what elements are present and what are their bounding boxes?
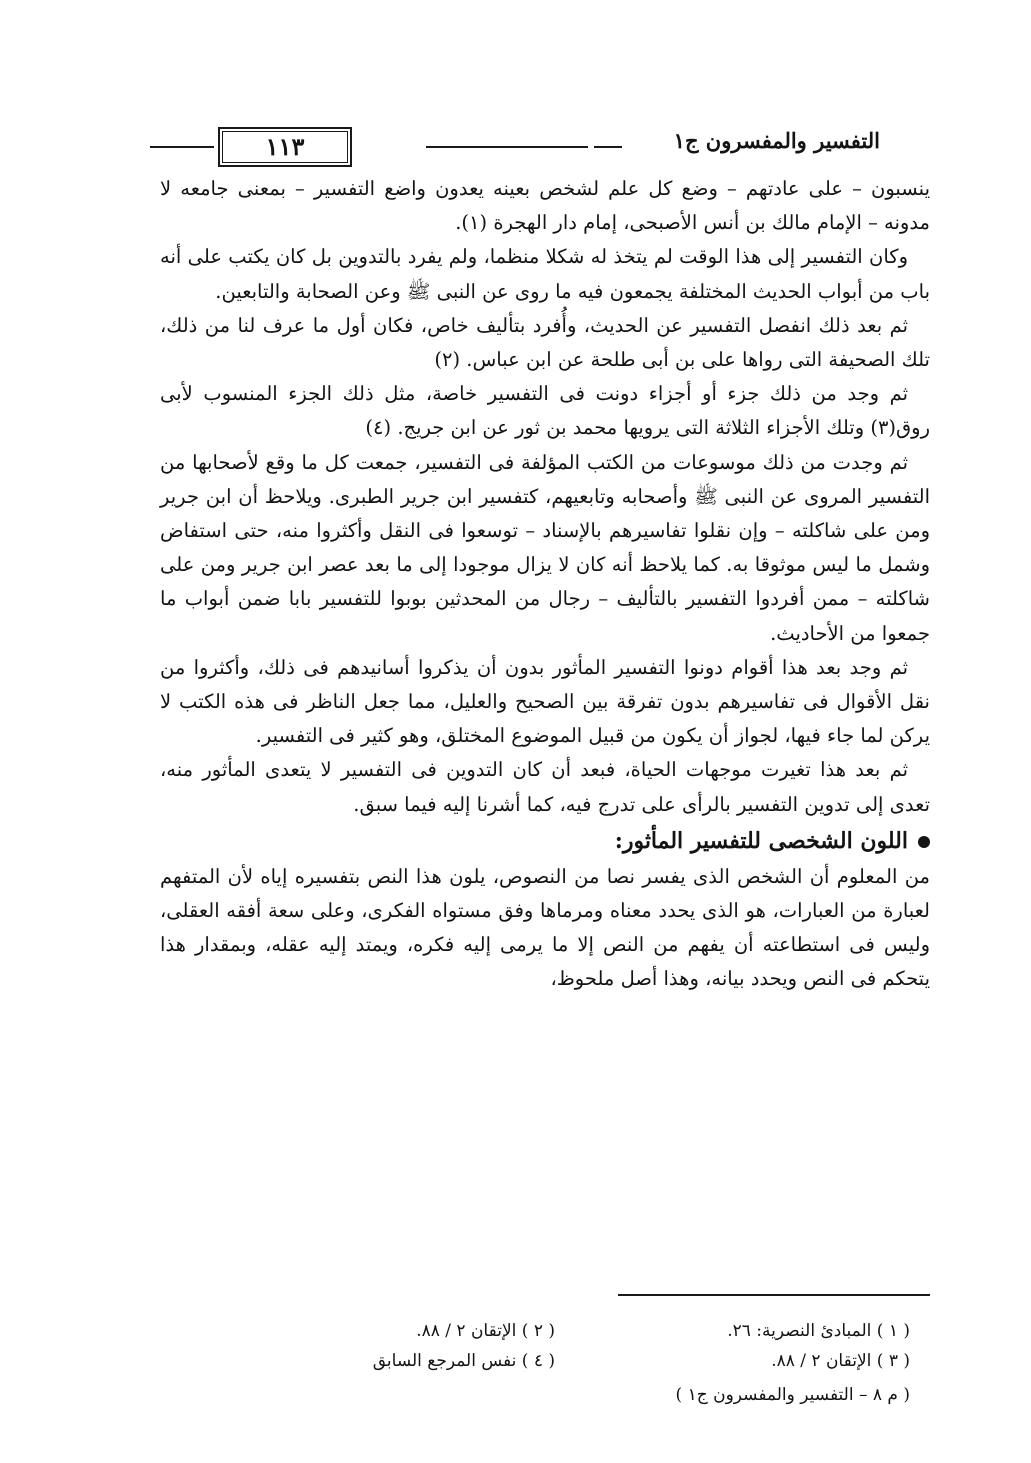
footnotes [200,1316,910,1410]
header-rule-right [426,146,588,148]
paragraph-6: ثم وجد بعد هذا أقوام دونوا التفسير المأثور بدون أن يذكروا أسانيدهم فى ذلك، وأكثروا من نقل الأقوال فى تفاسيرهم بدون تفرقة بين الصحيح والعليل، مما جعل الناظر فى هذه الكتب لا يركن لما جاء فيها، لجواز أن يكون من قبيل الموضوع المختلق، وهو كثير فى التفسير. [160,655,930,748]
footnote-2: ( ٢ ) الإتقان ٢ / ٨٨. [416,1321,555,1341]
bullet-icon [918,836,930,848]
paragraph-8: من المعلوم أن الشخص الذى يفسر نصا من النصوص، يلون هذا النص بتفسيره إياه لأن المتفهم لعبارة من العبارات، هو الذى يحدد معناه ومرماها وفق مستواه الفكرى، وعلى سعة أفقه العقلى، وليس فى استطاعته أن يفهم من النص إلا ما يرمى إليه فكره، ويمتد إليه عقله، وبمقدار هذا يتحكم فى النص ويحدد بيانه، وهذا أصل ملحوظ، [160,864,930,991]
paragraph-5: ثم وجدت من ذلك موسوعات من الكتب المؤلفة فى التفسير، جمعت كل ما وقع لأصحابها من التفسير المروى عن النبى ﷺ وأصحابه وتابعيهم، كتفسير ابن جرير الطبرى. ويلاحظ أن ابن جرير ومن على شاكلته – وإن نقلوا تفاسيرهم بالإسناد – توسعوا فى النقل وأكثروا منه، حتى استفاض وشمل ما ليس موثوقا به. كما يلاحظ أنه كان لا يزال موجودا إلى ما بعد عصر ابن جرير ومن على شاكلته – ممن أفردوا التفسير بالتأليف – رجال من المحدثين بوبوا للتفسير بابا ضمن أبواب ما جمعوا من الأحاديث. [160,450,930,645]
signature-mark: ( م ٨ – التفسير والمفسرون ج١ ) [675,1385,910,1405]
footnote-row [200,1316,910,1346]
footnote-row [200,1346,910,1376]
header-dash [594,146,622,148]
page-header [150,126,880,170]
footnote-3: ( ٣ ) الإتقان ٢ / ٨٨. [771,1351,910,1371]
paragraph-4: ثم وجد من ذلك جزء أو أجزاء دونت فى التفسير خاصة، مثل ذلك الجزء المنسوب لأبى روق(٣) وتلك الأجزاء الثلاثة التى يرويها محمد بن ثور عن ابن جريج. (٤) [160,382,930,440]
footnote-4: ( ٤ ) نفس المرجع السابق [372,1351,555,1371]
paragraph-2: وكان التفسير إلى هذا الوقت لم يتخذ له شكلا منظما، ولم يفرد بالتدوين بل كان يكتب على أنه باب من أبواب الحديث المختلفة يجمعون فيه ما روى عن النبى ﷺ وعن الصحابة والتابعين. [160,245,930,303]
section-heading [160,822,930,860]
paragraph-1: ينسبون – على عادتهم – وضع كل علم لشخص بعينه يعدون واضع التفسير – بمعنى جامعه لا مدونه – الإمام مالك بن أنس الأصبحى، إمام دار الهجرة (١). [160,177,930,235]
page-number: ١١٣ [218,127,352,167]
main-text [160,172,930,997]
paragraph-3: ثم بعد ذلك انفصل التفسير عن الحديث، وأُفرد بتأليف خاص، فكان أول ما عرف لنا من ذلك، تلك الصحيفة التى رواها على بن أبى طلحة عن ابن عباس. (٢) [160,313,930,372]
section-heading-text: اللون الشخصى للتفسير المأثور: [614,827,908,854]
footnote-divider [618,1294,930,1296]
header-rule-left [150,146,214,148]
running-title: التفسير والمفسرون ج١ [673,128,880,153]
footnote-1: ( ١ ) المبادئ النصرية: ٢٦. [727,1321,910,1341]
paragraph-7: ثم بعد هذا تغيرت موجهات الحياة، فبعد أن كان التدوين فى التفسير لا يتعدى المأثور منه، تعدى إلى تدوين التفسير بالرأى على تدرج فيه، كما أشرنا إليه فيما سبق. [160,758,930,816]
